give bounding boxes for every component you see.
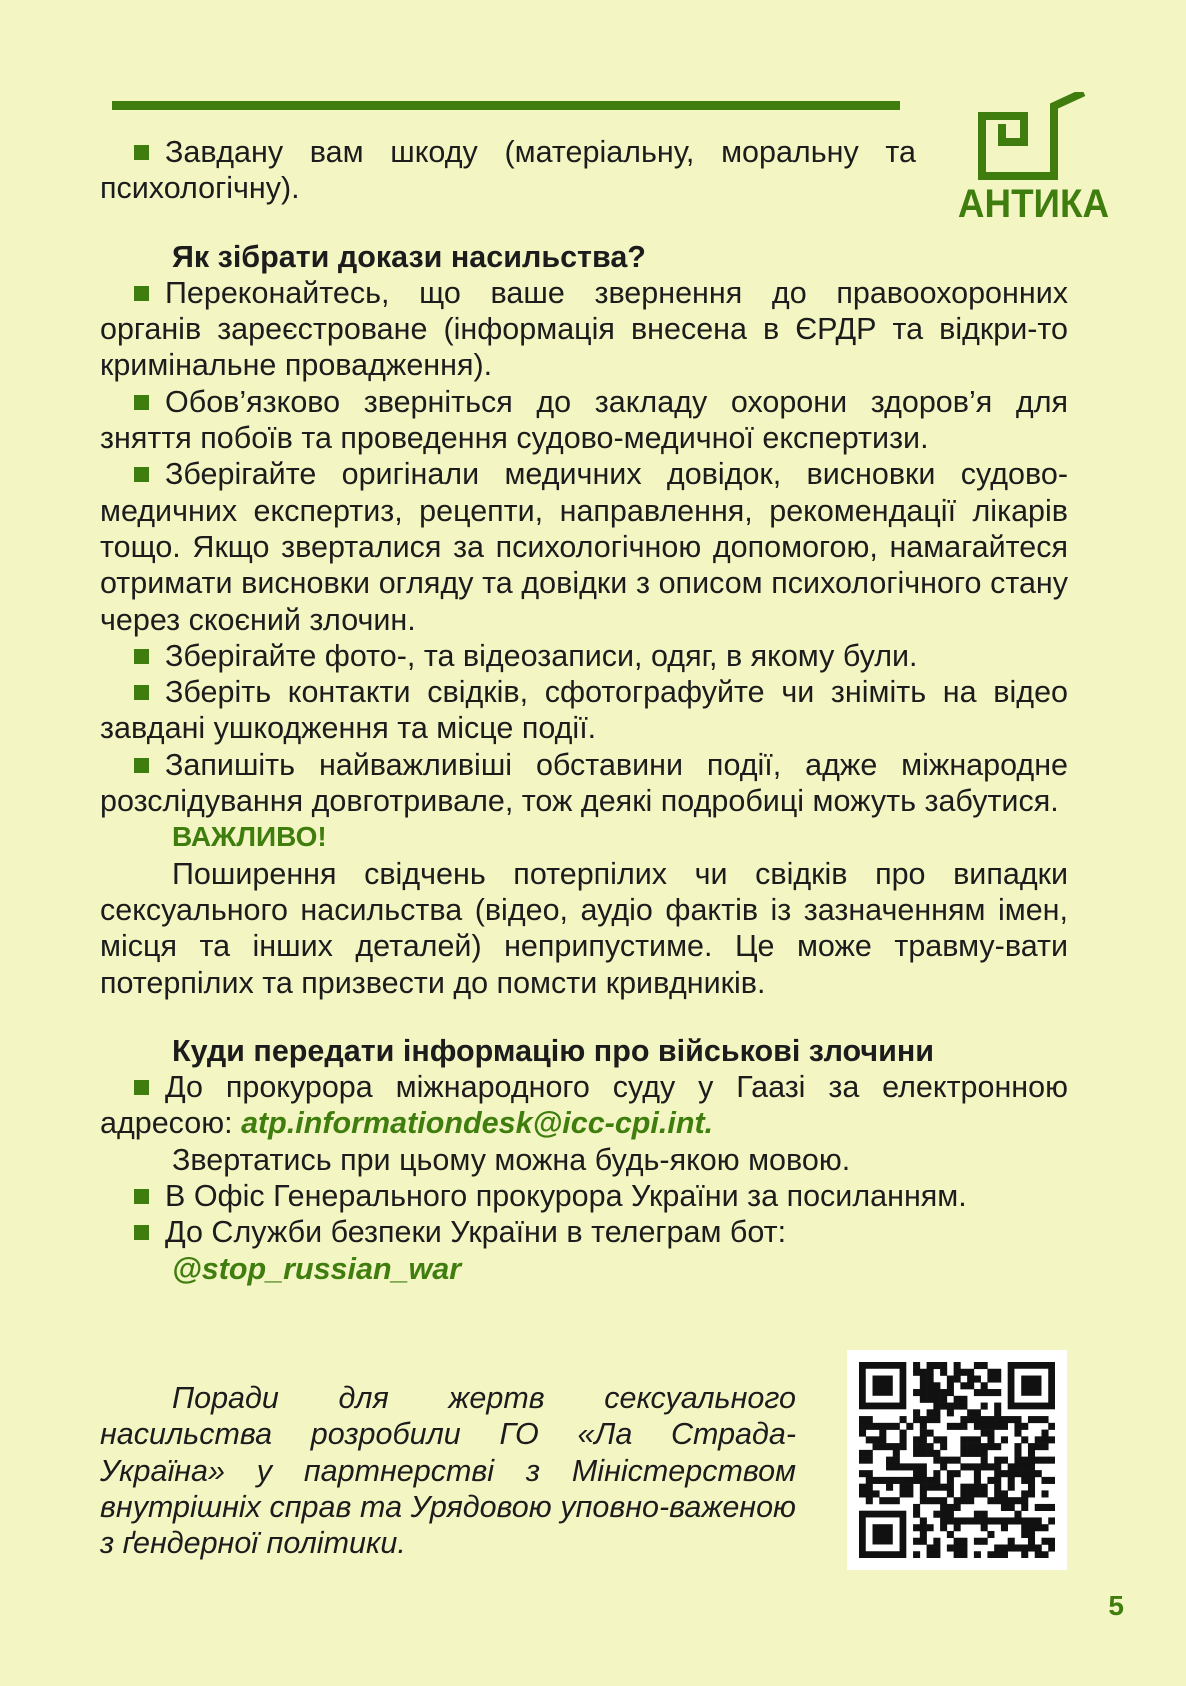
report-heading: Куди передати інформацію про військові злочини [172,1033,935,1068]
evidence-item-text: Зберігайте фото-, та відеозаписи, одяг, в якому були. [165,638,918,673]
bullet-square-icon [134,1189,149,1204]
important-label: ВАЖЛИВО! [172,821,327,853]
intro-item-text: Завдану вам шкоду (матеріальну, моральну та психологічну). [100,135,916,206]
bullet-square-icon [134,145,149,160]
evidence-item-text: Обов’язково зверніться до закладу охорони здоров’я для зняття побоїв та проведення судово-медичної експертизи. [100,384,1068,456]
report-item-sbu [100,1214,1068,1250]
top-divider [112,101,900,110]
spacer [100,1001,1068,1033]
bullet-square-icon [134,685,149,700]
spacer [100,207,1068,239]
evidence-item-text: Запишіть найважливіші обставини події, адже міжнародне розслідування довготривале, тож деякі подробиці можуть забутися. [100,747,1068,819]
evidence-heading: Як зібрати докази насильства? [172,239,646,274]
bullet-square-icon [134,467,149,482]
evidence-item [100,384,1068,457]
report-item-prosecutor [100,1178,1068,1214]
evidence-item-text: Зберіть контакти свідків, сфотографуйте чи зніміть на відео завдані ушкодження та місце події. [100,675,1068,746]
bullet-square-icon [134,1080,149,1095]
intro-item [100,134,916,207]
evidence-item [100,456,1068,637]
evidence-item [100,674,1068,747]
page-number: 5 [1108,1590,1124,1621]
qr-code[interactable] [847,1350,1067,1570]
icc-email-link[interactable]: atp.informationdesk@icc-cpi.int. [241,1106,714,1141]
main-content [100,134,1068,1287]
report-item-text: В Офіс Генерального прокурора України за посиланням. [165,1179,967,1214]
bullet-square-icon [134,395,149,410]
report-item-icc [100,1069,1068,1142]
report-item-text: До Служби безпеки України в телеграм бот: [165,1215,787,1250]
report-note: Звертатись при цьому можна будь-якою мовою. [172,1142,851,1177]
credits [100,1380,796,1561]
evidence-item [100,275,1068,384]
bullet-square-icon [134,1225,149,1240]
qr-code-icon [859,1362,1055,1558]
telegram-bot-link[interactable]: @stop_russian_war [172,1251,462,1286]
bullet-square-icon [134,758,149,773]
evidence-item [100,747,1068,820]
important-text: Поширення свідчень потерпілих чи свідків про випадки сексуального насильства (відео, аудіо фактів із зазначенням імен, місця та інших деталей) неприпустиме. Це може травму-вати потерпілих та призвести до помсти кривдників. [100,856,1068,1000]
bullet-square-icon [134,286,149,301]
logo-text: АНТИКА [957,182,1110,226]
evidence-item-text: Зберігайте оригінали медичних довідок, висновки судово-медичних експертиз, рецепти, направлення, рекомендації лікарів тощо. Якщо зверталися за психологічною допомогою, намагайтеся отримати висновки огляду та довідки з описом психологічного стану через скоєний злочин. [100,457,1068,637]
evidence-item-text: Переконайтесь, що ваше звернення до правоохоронних органів зареєстроване (інформація внесена в ЄРДР та відкри-то кримінальне провадження). [100,275,1068,383]
evidence-item [100,638,1068,674]
bullet-square-icon [134,649,149,664]
report-item-text: До прокурора міжнародного суду у Гаазі за електронною адресою: [100,1070,1068,1141]
credits-text: Поради для жертв сексуального насильства розробили ГО «Ла Страда-Україна» у партнерстві з Міністерством внутрішніх справ та Урядовою уповно-важеною з ґендерної політики. [100,1381,796,1561]
